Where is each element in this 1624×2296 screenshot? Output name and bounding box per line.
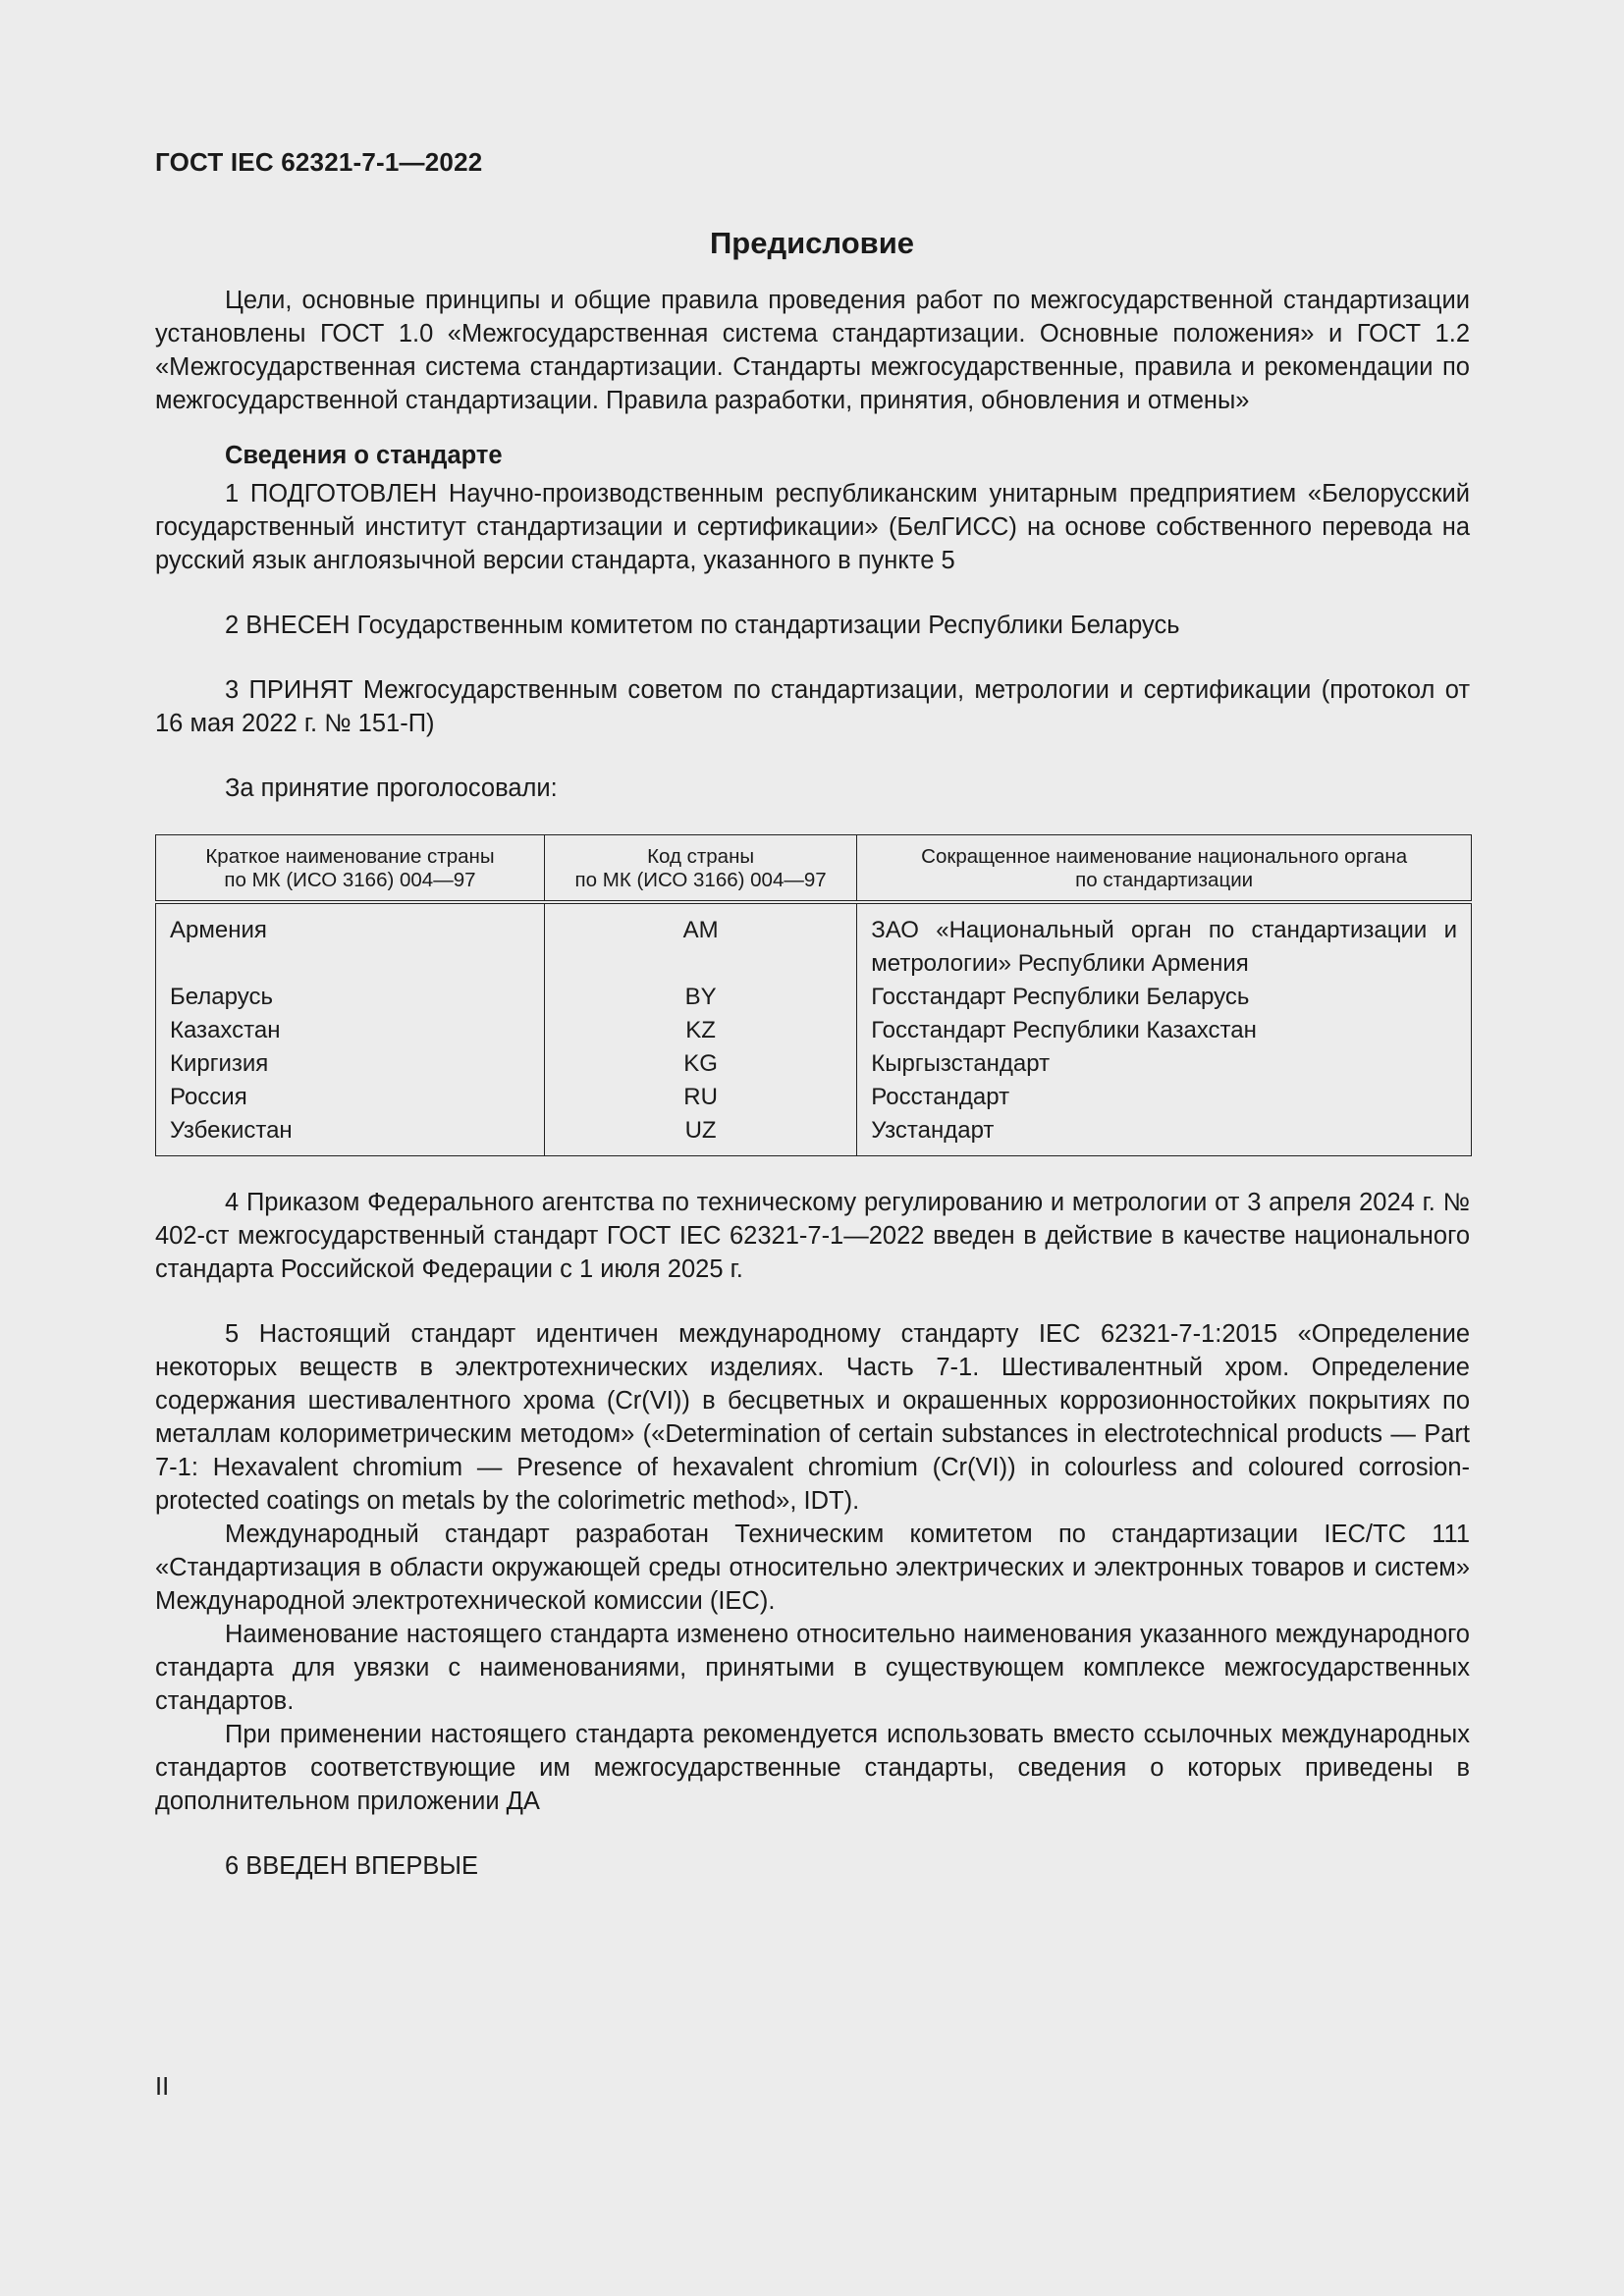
body-cell: ЗАО «Национальный орган по стандартизации и метрологии» Республики Армения	[857, 902, 1472, 981]
country-cell: Узбекистан	[156, 1114, 545, 1156]
table-row	[156, 1081, 1472, 1114]
section-subheading: Сведения о стандарте	[225, 442, 503, 469]
country-cell: Казахстан	[156, 1014, 545, 1047]
header-line: по МК (ИСО 3166) 004—97	[574, 869, 827, 891]
item-5-title-change-paragraph: Наименование настоящего стандарта изменено относительно наименования указанного международного стандарта для увязки с наименованиями, принятыми в существующем комплексе межгосударственных стандартов.	[155, 1621, 1470, 1715]
page-title: Предисловие	[709, 226, 914, 260]
body-cell: Госстандарт Республики Беларусь	[857, 981, 1472, 1014]
country-cell: Беларусь	[156, 981, 545, 1014]
country-cell: Армения	[156, 902, 545, 981]
header-country-name	[156, 835, 545, 903]
header-line: Сокращенное наименование национального органа	[921, 845, 1408, 868]
code-cell: KZ	[544, 1014, 856, 1047]
body-cell: Узстандарт	[857, 1114, 1472, 1156]
table-row	[156, 981, 1472, 1014]
document-id-header: ГОСТ IEC 62321-7-1—2022	[155, 147, 483, 177]
body-cell: Госстандарт Республики Казахстан	[857, 1014, 1472, 1047]
table-header-row	[156, 835, 1472, 903]
item-5-paragraph: 5 Настоящий стандарт идентичен международному стандарту IEC 62321-7-1:2015 «Определение некоторых веществ в электротехнических изделиях. Часть 7-1. Шестивалентный хром. Определение содержания шестивалентного хрома (Cr(VI)) в бесцветных и окрашенных коррозионностойких покрытиях по металлам колориметрическим методом» («Determination of certain substances in electrotechnical products — Part 7-1: Hexavalent chromium — Presence of hexavalent chromium (Cr(VI)) in colourless and coloured corrosion-protected coatings on metals by the colorimetric method», IDT).	[155, 1320, 1470, 1515]
code-cell: RU	[544, 1081, 856, 1114]
header-country-code	[544, 835, 856, 903]
header-line: по МК (ИСО 3166) 004—97	[224, 869, 476, 891]
body-cell: Кыргызстандарт	[857, 1047, 1472, 1081]
country-cell: Россия	[156, 1081, 545, 1114]
item-1-paragraph: 1 ПОДГОТОВЛЕН Научно-производственным республиканским унитарным предприятием «Белорусский государственный институт стандартизации и сертификации» (БелГИСС) на основе собственного перевода на русский язык англоязычной версии стандарта, указанного в пункте 5	[155, 480, 1470, 574]
vote-intro-paragraph: За принятие проголосовали:	[225, 774, 558, 802]
code-cell: AM	[544, 902, 856, 981]
header-national-body	[857, 835, 1472, 903]
table-row	[156, 902, 1472, 981]
header-line: по стандартизации	[1075, 869, 1254, 891]
code-cell: BY	[544, 981, 856, 1014]
header-line: Краткое наименование страны	[205, 845, 495, 868]
header-line: Код страны	[647, 845, 755, 868]
country-cell: Киргизия	[156, 1047, 545, 1081]
intro-paragraph: Цели, основные принципы и общие правила проведения работ по межгосударственной стандартизации установлены ГОСТ 1.0 «Межгосударственная система стандартизации. Основные положения» и ГОСТ 1.2 «Межгосударственная система стандартизации. Стандарты межгосударственные, правила и рекомендации по межгосударственной стандартизации. Правила разработки, принятия, обновления и отмены»	[155, 287, 1470, 414]
table-row	[156, 1014, 1472, 1047]
item-2-paragraph: 2 ВНЕСЕН Государственным комитетом по стандартизации Республики Беларусь	[225, 612, 1180, 639]
page-number: II	[155, 2073, 170, 2101]
item-6-paragraph: 6 ВВЕДЕН ВПЕРВЫЕ	[225, 1852, 479, 1880]
code-cell: UZ	[544, 1114, 856, 1156]
item-4-paragraph: 4 Приказом Федерального агентства по техническому регулированию и метрологии от 3 апреля 2024 г. № 402-ст межгосударственный стандарт ГОСТ IEC 62321-7-1—2022 введен в действие в качестве национального стандарта Российской Федерации с 1 июля 2025 г.	[155, 1189, 1470, 1283]
table-row	[156, 1047, 1472, 1081]
foreword-content	[155, 284, 1470, 1883]
voting-countries-table	[155, 834, 1472, 1156]
item-5-tc-paragraph: Международный стандарт разработан Техническим комитетом по стандартизации IEC/TC 111 «Стандартизация в области окружающей среды относительно электрических и электронных товаров и систем» Международной электротехнической комиссии (IEC).	[155, 1521, 1470, 1615]
item-3-paragraph: 3 ПРИНЯТ Межгосударственным советом по стандартизации, метрологии и сертификации (протокол от 16 мая 2022 г. № 151-П)	[155, 676, 1470, 737]
item-5-references-paragraph: При применении настоящего стандарта рекомендуется использовать вместо ссылочных международных стандартов соответствующие им межгосударственные стандарты, сведения о которых приведены в дополнительном приложении ДА	[155, 1721, 1470, 1815]
code-cell: KG	[544, 1047, 856, 1081]
body-cell: Росстандарт	[857, 1081, 1472, 1114]
table-row	[156, 1114, 1472, 1156]
